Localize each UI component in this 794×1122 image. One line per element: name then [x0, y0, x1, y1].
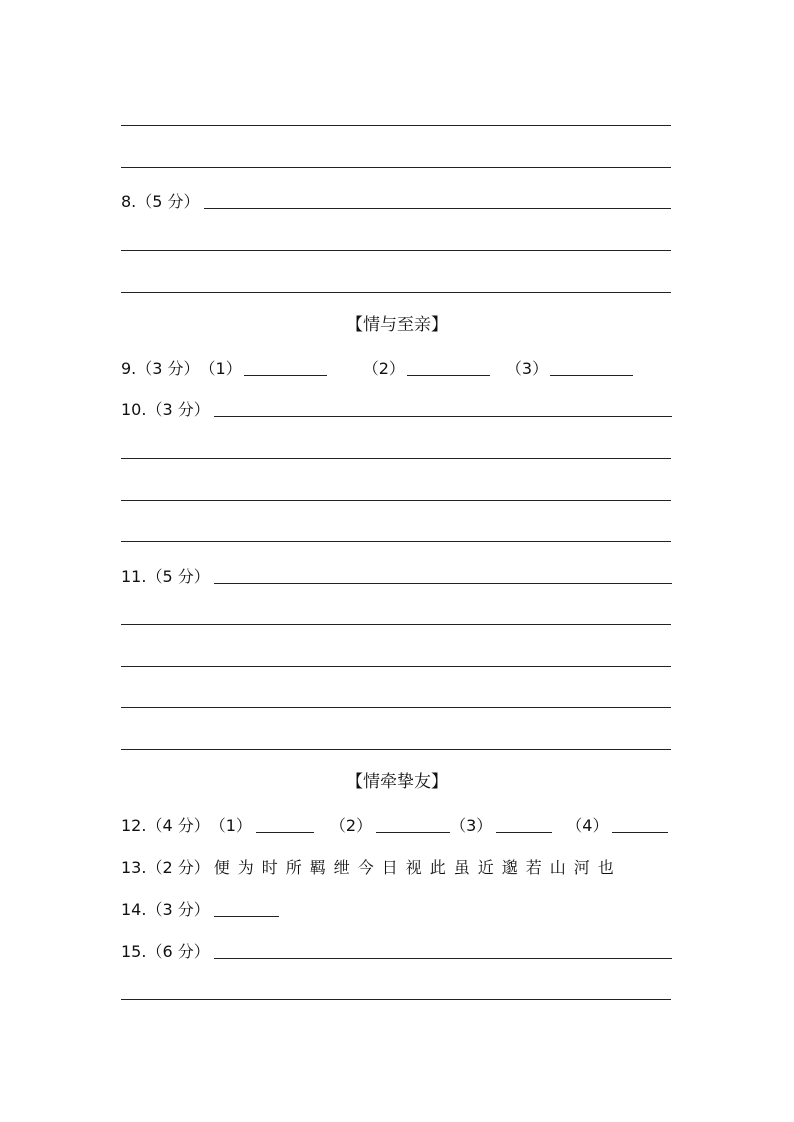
answer-line[interactable]: [121, 292, 671, 293]
question-11-label: 11.（5 分）: [121, 567, 210, 586]
char-option[interactable]: 时: [261, 858, 278, 877]
char-option[interactable]: 山: [549, 858, 566, 877]
char-option[interactable]: 河: [573, 858, 590, 877]
char-option[interactable]: 今: [357, 858, 374, 877]
sub-label-1: （1）: [209, 816, 252, 835]
answer-line[interactable]: [121, 458, 671, 459]
sub-label-1: （1）: [199, 359, 242, 378]
answer-blank-1[interactable]: [244, 375, 327, 376]
char-option[interactable]: 所: [285, 858, 302, 877]
question-13-label: 13.（2 分）: [121, 858, 210, 877]
question-8: [121, 188, 671, 212]
section-heading-family: 【情与至亲】: [346, 315, 448, 335]
answer-line[interactable]: [121, 500, 671, 501]
sub-label-3: （3）: [450, 816, 493, 835]
char-option[interactable]: 邈: [501, 858, 518, 877]
char-option[interactable]: 若: [525, 858, 542, 877]
char-option[interactable]: 羁: [309, 858, 326, 877]
question-11: [121, 563, 672, 587]
answer-blank-3[interactable]: [496, 832, 552, 833]
answer-line[interactable]: [121, 624, 671, 625]
question-12-label: 12.（4 分）: [121, 816, 210, 835]
char-option[interactable]: 为: [237, 858, 254, 877]
question-10-label: 10.（3 分）: [121, 400, 210, 419]
answer-blank[interactable]: [214, 958, 672, 959]
question-8-label: 8.（5 分）: [121, 192, 200, 211]
char-option[interactable]: 绁: [333, 858, 350, 877]
answer-line[interactable]: [121, 167, 671, 168]
char-option[interactable]: 视: [405, 858, 422, 877]
question-9: [121, 355, 633, 379]
question-9-label: 9.（3 分）: [121, 359, 200, 378]
answer-line[interactable]: [121, 250, 671, 251]
char-option[interactable]: 近: [477, 858, 494, 877]
sub-label-2: （2）: [329, 816, 373, 835]
char-option[interactable]: 也: [597, 858, 614, 877]
answer-blank-1[interactable]: [256, 832, 314, 833]
section-heading-friends: 【情牵挚友】: [346, 772, 448, 792]
question-15-label: 15.（6 分）: [121, 942, 210, 961]
answer-blank[interactable]: [214, 416, 672, 417]
answer-blank-4[interactable]: [612, 832, 668, 833]
sub-label-4: （4）: [566, 816, 609, 835]
answer-line[interactable]: [121, 707, 671, 708]
question-14: [121, 896, 279, 920]
answer-line[interactable]: [121, 999, 671, 1000]
answer-line[interactable]: [121, 541, 671, 542]
question-15: [121, 938, 672, 962]
question-13: [121, 854, 618, 878]
sub-label-3: （3）: [505, 359, 549, 378]
sub-label-2: （2）: [362, 359, 405, 378]
answer-line[interactable]: [121, 749, 671, 750]
char-option[interactable]: 虽: [453, 858, 470, 877]
char-option[interactable]: 便: [213, 858, 230, 877]
answer-blank-2[interactable]: [407, 375, 490, 376]
answer-line[interactable]: [121, 125, 671, 126]
answer-blank[interactable]: [214, 916, 279, 917]
char-option[interactable]: 此: [429, 858, 446, 877]
answer-blank[interactable]: [214, 583, 672, 584]
answer-blank[interactable]: [204, 208, 671, 209]
answer-blank-3[interactable]: [550, 375, 633, 376]
answer-line[interactable]: [121, 666, 671, 667]
char-option[interactable]: 日: [381, 858, 398, 877]
question-12: [121, 812, 668, 836]
question-10: [121, 396, 672, 420]
answer-blank-2[interactable]: [376, 832, 450, 833]
question-14-label: 14.（3 分）: [121, 900, 210, 919]
